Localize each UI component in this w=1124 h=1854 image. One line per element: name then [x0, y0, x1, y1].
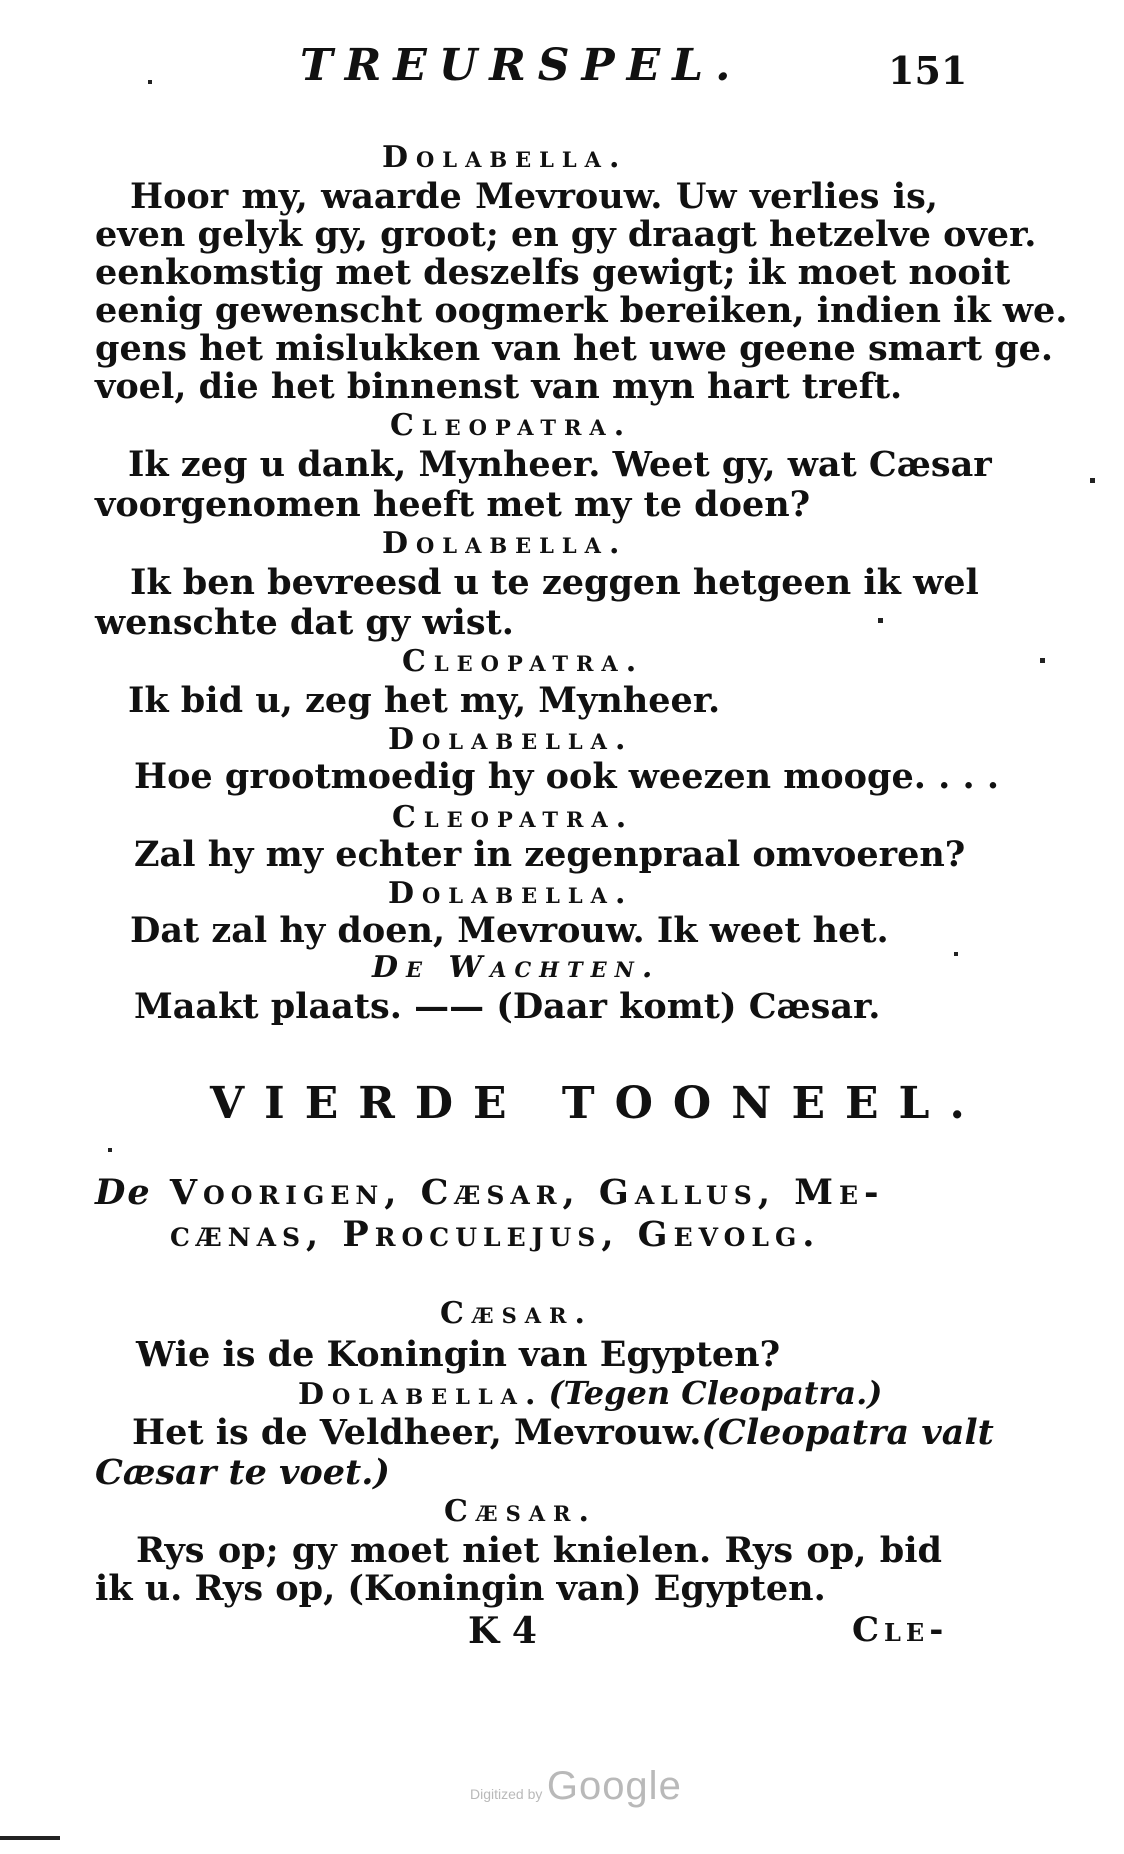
dialogue-line: gens het mislukken van het uwe geene smart ge.	[95, 328, 1054, 369]
cast-prefix: De	[95, 1172, 152, 1213]
dialogue-line: Ik bid u, zeg het my, Mynheer.	[128, 680, 721, 721]
speaker-wachten: De Wachten.	[372, 950, 661, 985]
cast-names: Voorigen, Cæsar, Gallus, Me-	[169, 1172, 885, 1213]
speaker-cleopatra: Cleopatra.	[402, 644, 645, 679]
dialogue-line: Wie is de Koningin van Egypten?	[136, 1334, 781, 1375]
page-number: 151	[888, 48, 968, 93]
dialogue-line: Zal hy my echter in zegenpraal omvoeren?	[134, 834, 966, 875]
dialogue-line: even gelyk gy, groot; en gy draagt hetzelve over.	[95, 214, 1037, 255]
speaker-dolabella: Dolabella.	[382, 526, 628, 561]
dialogue-line: eenkomstig met deszelfs gewigt; ik moet nooit	[95, 252, 1011, 293]
stage-direction: Cæsar te voet.)	[95, 1452, 390, 1493]
speaker-caesar: Cæsar.	[440, 1296, 593, 1331]
cast-list-line: cænas, Proculejus, Gevolg.	[170, 1214, 821, 1255]
speaker-cleopatra: Cleopatra.	[390, 408, 633, 443]
signature-mark: K 4	[468, 1610, 537, 1652]
dialogue-line: voel, die het binnenst van myn hart treft.	[95, 366, 903, 407]
stage-direction: (Tegen Cleopatra.)	[548, 1374, 883, 1412]
dialogue-line: Ik zeg u dank, Mynheer. Weet gy, wat Cæsar	[128, 444, 992, 485]
speaker-with-direction	[298, 1374, 882, 1412]
speaker-dolabella: Dolabella.	[388, 722, 634, 757]
dialogue-line: Rys op; gy moet niet knielen. Rys op, bid	[136, 1530, 942, 1571]
dialogue-line: voorgenomen heeft met my te doen?	[95, 484, 811, 525]
speaker-dolabella: Dolabella.	[298, 1377, 544, 1412]
cast-list-line	[95, 1172, 885, 1213]
dialogue-line: Maakt plaats. —— (Daar komt) Cæsar.	[134, 986, 881, 1027]
watermark-small-text: Digitized by	[470, 1786, 543, 1802]
speaker-caesar: Cæsar.	[444, 1494, 597, 1529]
scan-speck	[878, 618, 883, 623]
digitized-watermark	[470, 1764, 682, 1809]
scan-speck	[108, 1148, 112, 1152]
dialogue-line: Dat zal hy doen, Mevrouw. Ik weet het.	[130, 910, 889, 951]
watermark-logo-text: Google	[546, 1764, 682, 1808]
catchword: Cle-	[852, 1610, 949, 1650]
dialogue-line: Hoor my, waarde Mevrouw. Uw verlies is,	[130, 176, 938, 217]
speaker-cleopatra: Cleopatra.	[392, 800, 635, 835]
scan-speck	[1040, 658, 1045, 663]
speaker-dolabella: Dolabella.	[388, 876, 634, 911]
dialogue-line: eenig gewenscht oogmerk bereiken, indien ik we.	[95, 290, 1068, 331]
dialogue-line: Ik ben bevreesd u te zeggen hetgeen ik wel	[130, 562, 979, 603]
scan-speck	[954, 952, 958, 956]
stage-direction: (Cleopatra valt	[701, 1412, 994, 1453]
scan-speck	[1090, 478, 1095, 483]
dialogue-line: Hoe grootmoedig hy ook weezen mooge. . . .	[134, 756, 1000, 797]
dialogue-line: wenschte dat gy wist.	[95, 602, 514, 643]
scan-speck	[148, 80, 152, 84]
running-header: TREURSPEL.	[300, 40, 743, 91]
speaker-dolabella: Dolabella.	[382, 140, 628, 175]
scene-heading: VIERDE TOONEEL.	[210, 1078, 985, 1129]
scan-edge-line	[0, 1836, 60, 1840]
dialogue-line: Het is de Veldheer, Mevrouw. (Cleopatra valt	[132, 1412, 994, 1453]
dialogue-line: ik u. Rys op, (Koningin van) Egypten.	[95, 1568, 826, 1609]
